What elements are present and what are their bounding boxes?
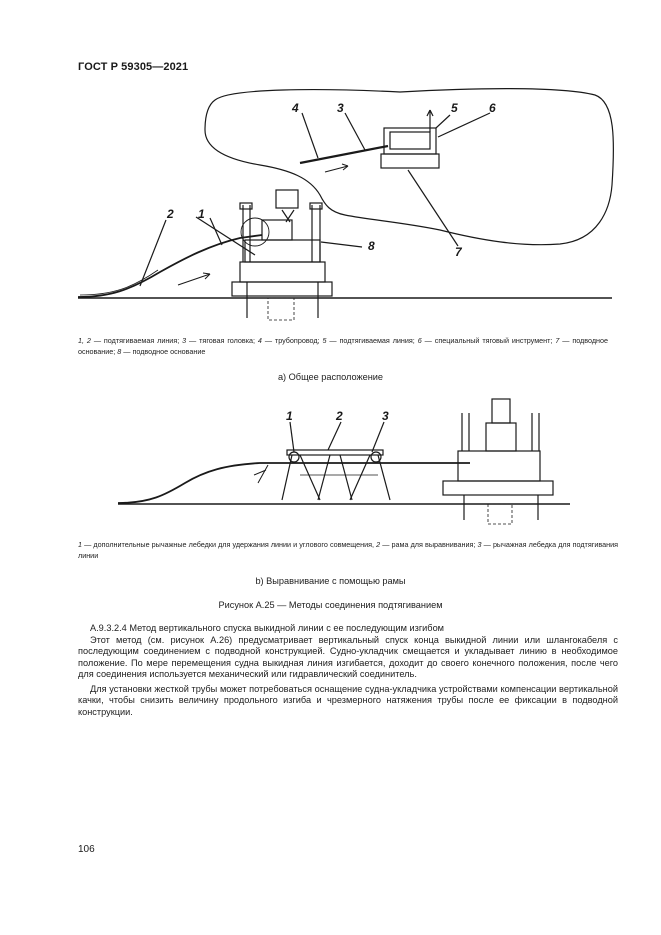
callout-b-3: 3 <box>382 409 389 423</box>
paragraph-2-text: Для установки жесткой трубы может потребоваться оснащение судна-укладчика устройствами компенсации вертикальной качки, чтобы снизить величину продольного изгиба и чрезмерного натяжения трубы после ее фиксации в подводной конструкции. <box>78 684 618 717</box>
figure-a-drawing <box>0 0 661 340</box>
callout-b-1: 1 <box>286 409 293 423</box>
legend-b-text-1: — дополнительные рычажные лебедки для удержания линии и углового совмещения, <box>82 540 377 549</box>
callout-a-1: 1 <box>198 207 205 221</box>
callout-b-2: 2 <box>336 409 343 423</box>
callout-a-3: 3 <box>337 101 344 115</box>
legend-b-text-3: — рычажная лебедка для подтягивания линии <box>78 540 618 560</box>
figure-a-legend <box>78 336 608 357</box>
legend-a-text-7: — подводное основание <box>121 346 206 356</box>
figure-a-caption: a) Общее расположение <box>277 372 384 382</box>
legend-b-text-2: — рама для выравнивания; <box>380 540 478 549</box>
section-title-text: А.9.3.2.4 Метод вертикального спуска выкидной линии с ее последующим изгибом <box>90 623 444 633</box>
standard-header: ГОСТ Р 59305—2021 <box>78 61 189 73</box>
legend-a-num-5: 6 <box>417 336 422 345</box>
callout-a-7: 7 <box>455 245 462 259</box>
legend-a-num-1: 1, 2 <box>78 336 91 345</box>
paragraph-1-text: Этот метод (см. рисунок А.26) предусматривает вертикальный спуск конца выкидной линии или шлангокабеля с последующим соединением с подводной конструкцией. Судно-укладчик смещается и укладывает линию в необходимое положение. По мере перемещения судна выкидная линия изгибается, доходит до своего конечного положения, после чего для соединения используется механический или гидравлический соединитель. <box>78 635 618 680</box>
legend-a-num-3: 4 <box>257 336 262 345</box>
callout-a-6: 6 <box>489 101 496 115</box>
legend-a-text-6: — подводное основание; <box>78 336 608 356</box>
figure-b-drawing <box>0 395 661 535</box>
legend-a-num-6: 7 <box>555 336 560 345</box>
callout-a-4: 4 <box>292 101 299 115</box>
figure-title: Рисунок А.25 — Методы соединения подтягиванием <box>218 600 443 610</box>
callout-a-5: 5 <box>451 101 458 115</box>
legend-b-num-2: 2 <box>376 540 381 549</box>
legend-b-num-1: 1 <box>78 540 82 549</box>
legend-a-text-3: — трубопровод; <box>261 336 323 345</box>
legend-a-text-5: — специальный тяговый инструмент; <box>421 336 556 345</box>
legend-a-text-1: — подтягиваемая линия; <box>90 336 183 345</box>
section-title <box>90 623 620 634</box>
legend-b-num-3: 3 <box>477 540 482 549</box>
legend-a-num-2: 3 <box>182 336 187 345</box>
page-number: 106 <box>78 844 95 855</box>
figure-b-legend <box>78 540 618 561</box>
legend-a-num-7: 8 <box>117 346 122 356</box>
callout-a-8: 8 <box>368 239 375 253</box>
paragraph-2 <box>78 684 618 718</box>
figure-b-caption: b) Выравнивание с помощью рамы <box>255 576 406 586</box>
legend-a-text-2: — тяговая головка; <box>186 336 258 345</box>
paragraph-1 <box>78 635 618 681</box>
legend-a-text-4: — подтягиваемая линия; <box>326 336 418 345</box>
callout-a-2: 2 <box>167 207 174 221</box>
legend-a-num-4: 5 <box>322 336 327 345</box>
